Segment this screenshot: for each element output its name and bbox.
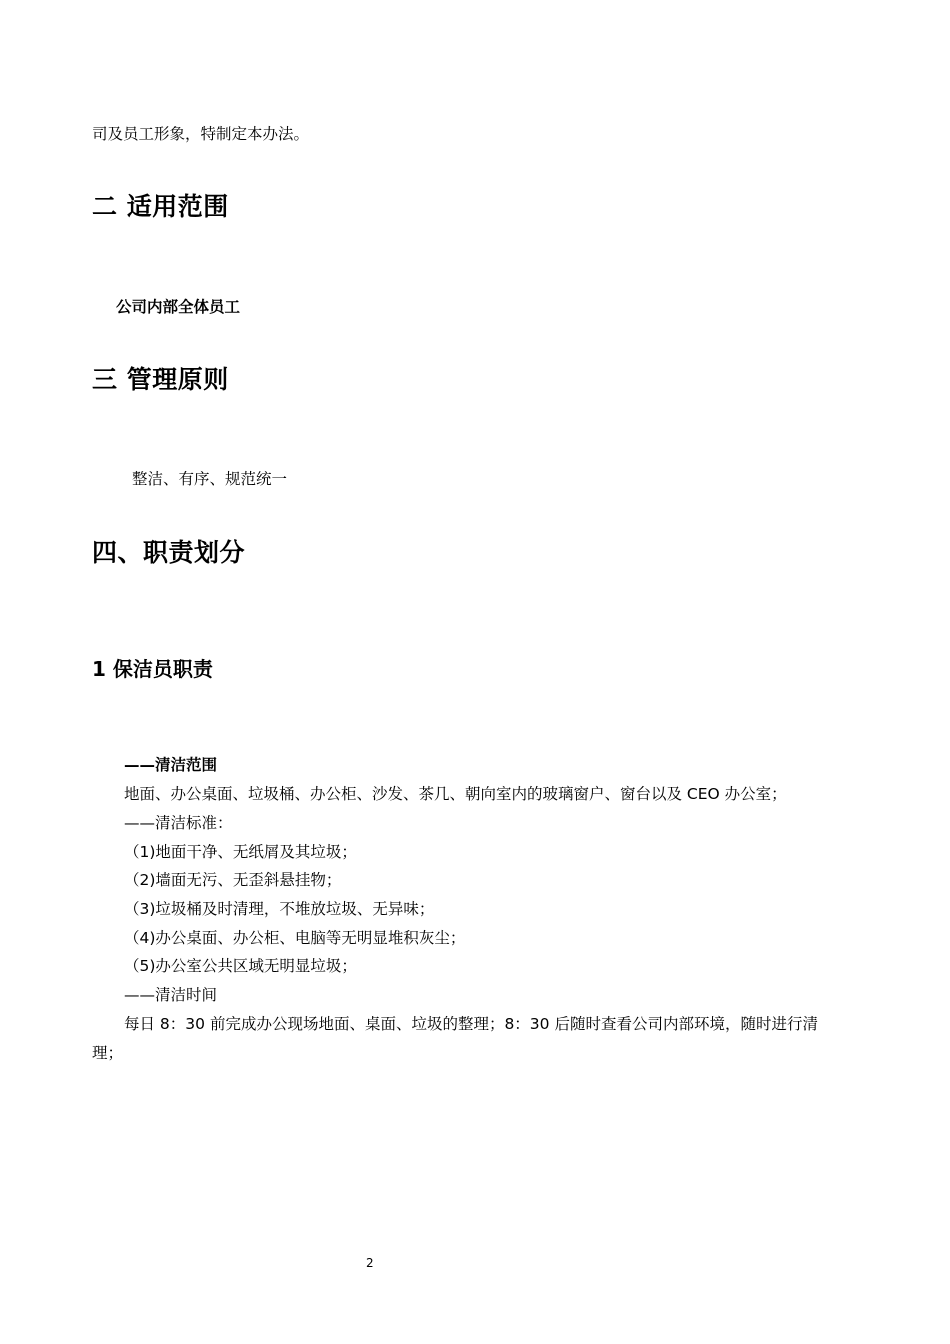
cleaning-time-label: ——清洁时间	[124, 986, 218, 1004]
section-2-heading: 二 适用范围	[92, 192, 229, 221]
section-4-heading: 四、职责划分	[92, 538, 246, 567]
intro-tail-text: 司及员工形象，特制定本办法。	[92, 125, 310, 143]
section-3-body: 整洁、有序、规范统一	[132, 470, 288, 488]
cleaning-scope-text: 地面、办公桌面、垃圾桶、办公柜、沙发、茶几、朝向室内的玻璃窗户、窗台以及 CEO 办公室；	[124, 785, 787, 803]
cleaning-standard-item: （3)垃圾桶及时清理，不堆放垃圾、无异味；	[124, 900, 435, 918]
cleaning-time-text-continued: 理；	[92, 1044, 124, 1062]
cleaning-standard-item: （2)墙面无污、无歪斜悬挂物；	[124, 871, 342, 889]
cleaning-standard-label: ——清洁标准：	[124, 814, 233, 832]
cleaning-standard-item: （4)办公桌面、办公柜、电脑等无明显堆积灰尘；	[124, 929, 466, 947]
section-3-heading: 三 管理原则	[92, 365, 229, 394]
cleaner-duty-heading: 1 保洁员职责	[92, 657, 213, 681]
section-2-body: 公司内部全体员工	[116, 298, 241, 316]
cleaning-standard-item: （5)办公室公共区域无明显垃圾；	[124, 957, 357, 975]
cleaning-standard-item: （1)地面干净、无纸屑及其垃圾；	[124, 843, 357, 861]
page-number: 2	[366, 1256, 374, 1270]
cleaning-time-text: 每日 8：30 前完成办公现场地面、桌面、垃圾的整理；8：30 后随时查看公司内部环境，随时进行清	[124, 1015, 818, 1033]
cleaning-scope-label: ——清洁范围	[124, 756, 218, 774]
